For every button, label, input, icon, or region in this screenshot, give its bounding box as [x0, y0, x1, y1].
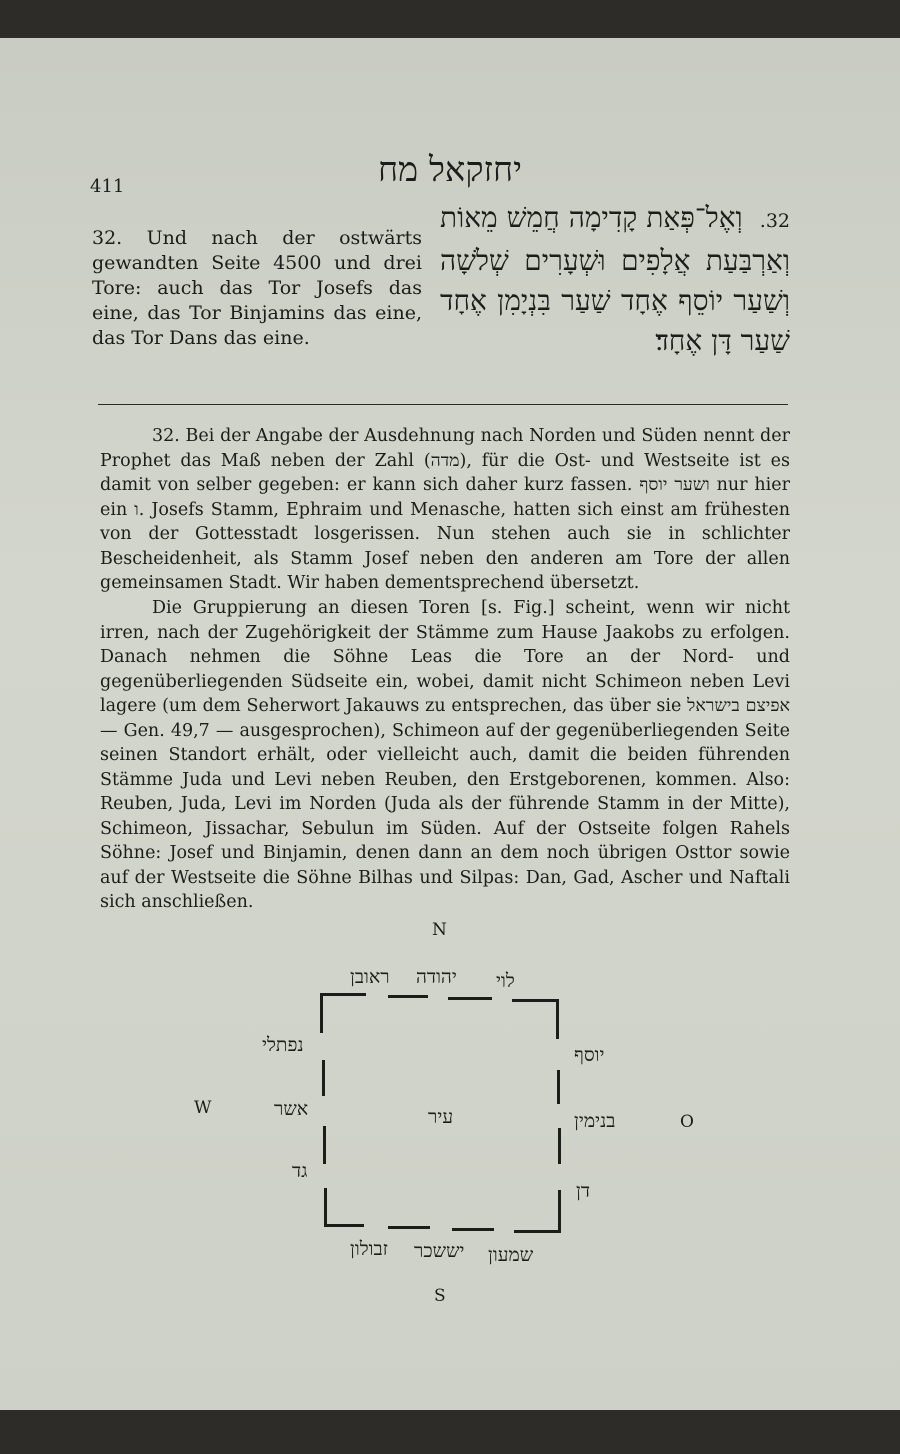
- wall-segment: [322, 1060, 325, 1096]
- gate-label-josef: יוסף: [574, 1044, 605, 1066]
- direction-north: N: [432, 920, 447, 940]
- german-translation: 32. Und nach der ostwärts gewandten Seite 4500 und drei Tore: auch das Tor Josefs das eine, das Tor Binjamins das eine, das Tor Dans das eine.: [92, 227, 422, 349]
- gate-label-sebulun: זבולון: [350, 1238, 388, 1260]
- wall-segment: [556, 999, 559, 1039]
- wall-segment: [558, 1128, 561, 1164]
- wall-segment: [388, 1226, 430, 1229]
- verse-number: 32.: [759, 210, 790, 232]
- wall-segment: [514, 1230, 560, 1233]
- gate-label-jissachar: יששכר: [414, 1240, 465, 1262]
- commentary-paragraph-1: 32. Bei der Angabe der Ausdehnung nach Norden und Süden nennt der Prophet das Maß neben der Zahl (מדה), für die Ost- und Westseite ist es damit von selber gegeben: er kann sich daher kurz fassen. ושער יוסף nur hier ein ו. Josefs Stamm, Ephraim und Menasche, hatten sich einst am frühesten von der Gottesstadt losgerissen. Nun stehen auch sie in schlichter Bescheidenheit, als Stamm Josef neben den anderen am Tore der allen gemeinsamen Stadt. Wir haben dementsprechend übersetzt.: [100, 426, 790, 593]
- gate-label-reuben: ראובן: [350, 966, 390, 988]
- wall-segment: [320, 993, 323, 1033]
- gate-label-gad: גד: [292, 1160, 308, 1182]
- gate-label-ascher: אשר: [274, 1098, 309, 1120]
- direction-south: S: [434, 1286, 446, 1306]
- gate-label-schimeon: שמעון: [488, 1244, 534, 1266]
- direction-west: W: [194, 1098, 212, 1118]
- direction-east: O: [680, 1112, 694, 1132]
- gate-label-juda: יהודה: [416, 966, 457, 988]
- gate-label-dan: דן: [576, 1180, 590, 1202]
- gate-label-binjamin: בנימין: [574, 1110, 616, 1132]
- gate-label-naftali: נפתלי: [262, 1034, 304, 1056]
- wall-segment: [388, 995, 428, 998]
- hebrew-verse-text: וְאֶל־פְּאַת קָדִימָה חֲמֵשׁ מֵאוֹת וְאַרְבַּעַת אֲלָפִים וּשְׁעָרִים שְׁלֹשָׁה וְשַׁעַר יוֹסֵף אֶחָד שַׁעַר בִּנְיָמִן אֶחָד שַׁעַר דָּן אֶחָד׃: [440, 201, 790, 357]
- city-label: עיר: [428, 1106, 454, 1128]
- wall-segment: [324, 1224, 364, 1227]
- book-page: [0, 38, 900, 1410]
- gate-label-levi: לוי: [496, 970, 515, 992]
- wall-segment: [452, 1228, 494, 1231]
- commentary-paragraph-2: Die Gruppierung an diesen Toren [s. Fig.] scheint, wenn wir nicht irren, nach der Zugehörigkeit der Stämme zum Hause Jaakobs zu erfolgen. Danach nehmen die Söhne Leas die Tore an der Nord- und gegenüberliegenden Südseite ein, wobei, damit nicht Schimeon neben Levi lagere (um dem Seherwort Jakauws zu entsprechen, das über sie אפיצם בישראל — Gen. 49,7 — ausgesprochen), Schimeon auf der gegenüberliegenden Seite seinen Standort erhält, oder vielleicht auch, damit die beiden führenden Stämme Juda und Levi neben Reuben, den Erstgeborenen, kommen. Also: Reuben, Juda, Levi im Norden (Juda als der führende Stamm in der Mitte), Schimeon, Jissachar, Sebulun im Süden. Auf der Ostseite folgen Rahels Söhne: Josef und Binjamin, denen dann an dem noch übrigen Osttor sowie auf der Westseite die Söhne Bilhas und Silpas: Dan, Gad, Ascher und Naftali sich anschließen.: [100, 598, 790, 912]
- wall-segment: [323, 1126, 326, 1164]
- wall-segment: [557, 1070, 560, 1104]
- hebrew-verse: [440, 198, 790, 361]
- wall-segment: [320, 993, 366, 996]
- page-number: 411: [90, 176, 125, 197]
- wall-segment: [558, 1190, 561, 1233]
- wall-segment: [324, 1188, 327, 1227]
- divider-line: [98, 404, 788, 405]
- wall-segment: [448, 997, 492, 1000]
- wall-segment: [512, 999, 558, 1002]
- page-title: יחזקאל מח: [377, 150, 523, 190]
